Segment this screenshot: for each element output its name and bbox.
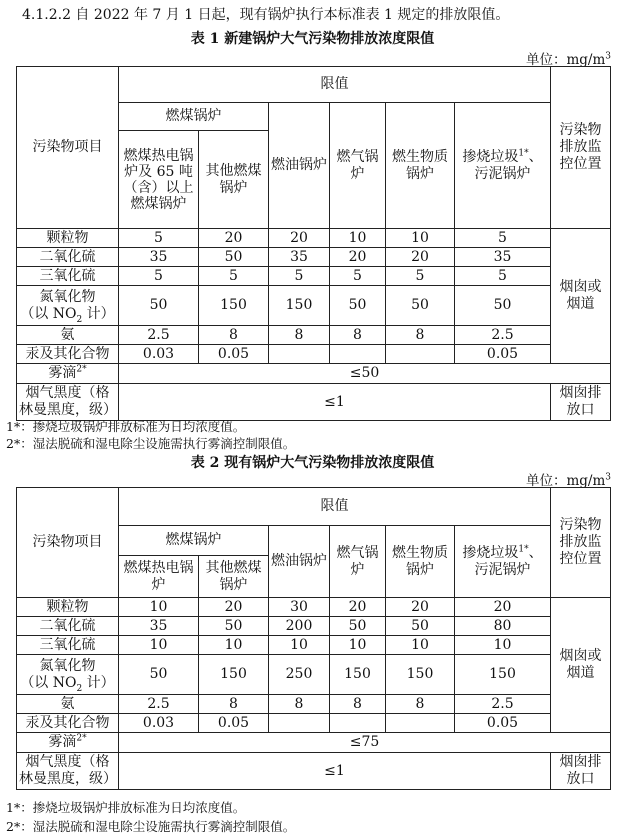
row-name: 二氧化硫: [17, 248, 119, 267]
cell: 5: [330, 267, 386, 286]
mist-value: ≤75: [119, 733, 611, 753]
cell: 0.05: [199, 714, 269, 733]
cell: [269, 345, 330, 364]
cell: 0.05: [455, 714, 551, 733]
intro-paragraph: 4.1.2.2 自 2022 年 7 月 1 日起，现有锅炉执行本标准表 1 规定的排放限值。: [22, 7, 510, 23]
cell: 10: [386, 229, 455, 248]
cell: 20: [386, 598, 455, 617]
cell: 20: [386, 248, 455, 267]
header-coal-group: 燃煤锅炉: [119, 103, 269, 131]
cell: 50: [386, 617, 455, 636]
row-name: 氨: [17, 695, 119, 714]
cell: 20: [199, 598, 269, 617]
cell: 10: [386, 636, 455, 655]
cell: 5: [455, 267, 551, 286]
cell: 150: [199, 655, 269, 695]
cell: 150: [199, 286, 269, 326]
header-gas: 燃气锅炉: [330, 526, 386, 598]
header-oil: 燃油锅炉: [269, 526, 330, 598]
cell: 2.5: [119, 326, 199, 345]
cell: 150: [330, 655, 386, 695]
header-monitor: 污染物排放监控位置: [551, 67, 611, 229]
cell: 50: [330, 617, 386, 636]
cell: 0.03: [119, 714, 199, 733]
table-2-note-2: 2*：湿法脱硫和湿电除尘设施需执行雾滴控制限值。: [6, 819, 296, 834]
monitor-chimney-flue: 烟囱或烟道: [551, 229, 611, 364]
header-limit: 限值: [119, 488, 551, 526]
cell: 50: [119, 655, 199, 695]
cell: 0.05: [199, 345, 269, 364]
header-pollutant: 污染物项目: [17, 67, 119, 229]
header-coal-group: 燃煤锅炉: [119, 526, 269, 556]
header-waste: 掺烧垃圾$^{1*}$、污泥锅炉: [455, 526, 551, 598]
cell: 250: [269, 655, 330, 695]
cell: [269, 714, 330, 733]
cell: 0.03: [119, 345, 199, 364]
header-monitor: 污染物排放监控位置: [551, 488, 611, 598]
monitor-chimney-flue: 烟囱或烟道: [551, 598, 611, 733]
cell: 50: [199, 617, 269, 636]
cell: 50: [455, 286, 551, 326]
row-name: 汞及其化合物: [17, 714, 119, 733]
cell: 8: [199, 695, 269, 714]
header-coal-big: 燃煤热电锅炉: [119, 556, 199, 598]
cell: 50: [386, 286, 455, 326]
cell: 150: [269, 286, 330, 326]
cell: 20: [199, 229, 269, 248]
cell: 2.5: [119, 695, 199, 714]
monitor-chimney-outlet: 烟囱排放口: [551, 384, 611, 421]
cell: 5: [119, 229, 199, 248]
cell: 5: [199, 267, 269, 286]
smoke-value: ≤1: [119, 384, 551, 421]
cell: 8: [330, 695, 386, 714]
table-1-note-1: 1*：掺烧垃圾锅炉排放标准为日均浓度值。: [6, 419, 246, 434]
smoke-value: ≤1: [119, 753, 551, 790]
cell: 8: [330, 326, 386, 345]
header-biomass: 燃生物质锅炉: [386, 103, 455, 229]
header-oil: 燃油锅炉: [269, 103, 330, 229]
cell: 10: [330, 229, 386, 248]
header-coal-other: 其他燃煤锅炉: [199, 556, 269, 598]
cell: 150: [455, 655, 551, 695]
cell: 8: [269, 326, 330, 345]
cell: 20: [330, 598, 386, 617]
row-name-nox: 氮氧化物 （以 $NO_2$ 计）: [17, 655, 119, 695]
header-coal-big: 燃煤热电锅炉及 65 吨（含）以上燃煤锅炉: [119, 131, 199, 229]
cell: 150: [386, 655, 455, 695]
cell: 20: [269, 229, 330, 248]
cell: 35: [119, 617, 199, 636]
row-name-smoke: 烟气黑度（格林曼黑度，级）: [17, 384, 119, 421]
cell: [386, 714, 455, 733]
row-name: 三氧化硫: [17, 636, 119, 655]
cell: 10: [199, 636, 269, 655]
row-name-mist: 雾滴$^{2*}$: [17, 733, 119, 753]
table-2-caption: 表 2 现有锅炉大气污染物排放浓度限值: [190, 455, 435, 471]
cell: 8: [386, 326, 455, 345]
row-name: 三氧化硫: [17, 267, 119, 286]
cell: 10: [330, 636, 386, 655]
cell: [386, 345, 455, 364]
table-1-unit: 单位：$mg/m^3$: [525, 51, 611, 68]
monitor-chimney-outlet: 烟囱排放口: [551, 753, 611, 790]
cell: 200: [269, 617, 330, 636]
row-name-mist: 雾滴$^{2*}$: [17, 364, 119, 384]
cell: 5: [455, 229, 551, 248]
header-limit: 限值: [119, 67, 551, 103]
header-coal-other: 其他燃煤锅炉: [199, 131, 269, 229]
cell: 35: [119, 248, 199, 267]
header-biomass: 燃生物质锅炉: [386, 526, 455, 598]
header-pollutant: 污染物项目: [17, 488, 119, 598]
table-1-caption: 表 1 新建锅炉大气污染物排放浓度限值: [190, 31, 435, 47]
cell: 50: [119, 286, 199, 326]
table-2-note-1: 1*：掺烧垃圾锅炉排放标准为日均浓度值。: [6, 800, 246, 815]
cell: 2.5: [455, 326, 551, 345]
row-name: 颗粒物: [17, 598, 119, 617]
cell: 35: [269, 248, 330, 267]
cell: 10: [119, 636, 199, 655]
cell: 8: [386, 695, 455, 714]
cell: 5: [119, 267, 199, 286]
table-2: [16, 487, 611, 790]
row-name: 颗粒物: [17, 229, 119, 248]
cell: 8: [269, 695, 330, 714]
row-name-smoke: 烟气黑度（格林曼黑度，级）: [17, 753, 119, 790]
cell: 20: [455, 598, 551, 617]
cell: 35: [455, 248, 551, 267]
cell: 10: [269, 636, 330, 655]
cell: 5: [386, 267, 455, 286]
cell: 2.5: [455, 695, 551, 714]
mist-value: ≤50: [119, 364, 611, 384]
cell: 50: [199, 248, 269, 267]
row-name: 汞及其化合物: [17, 345, 119, 364]
cell: 30: [269, 598, 330, 617]
cell: 10: [119, 598, 199, 617]
cell: 10: [455, 636, 551, 655]
table-1-note-2: 2*：湿法脱硫和湿电除尘设施需执行雾滴控制限值。: [6, 436, 296, 451]
header-waste: 掺烧垃圾$^{1*}$、污泥锅炉: [455, 103, 551, 229]
row-name-nox: 氮氧化物 （以 $NO_2$ 计）: [17, 286, 119, 326]
cell: 8: [199, 326, 269, 345]
cell: [330, 345, 386, 364]
table-2-unit: 单位：$mg/m^3$: [525, 472, 611, 489]
table-1: [16, 66, 611, 421]
header-gas: 燃气锅炉: [330, 103, 386, 229]
cell: 20: [330, 248, 386, 267]
cell: 80: [455, 617, 551, 636]
cell: 0.05: [455, 345, 551, 364]
cell: [330, 714, 386, 733]
cell: 50: [330, 286, 386, 326]
row-name: 二氧化硫: [17, 617, 119, 636]
row-name: 氨: [17, 326, 119, 345]
cell: 5: [269, 267, 330, 286]
